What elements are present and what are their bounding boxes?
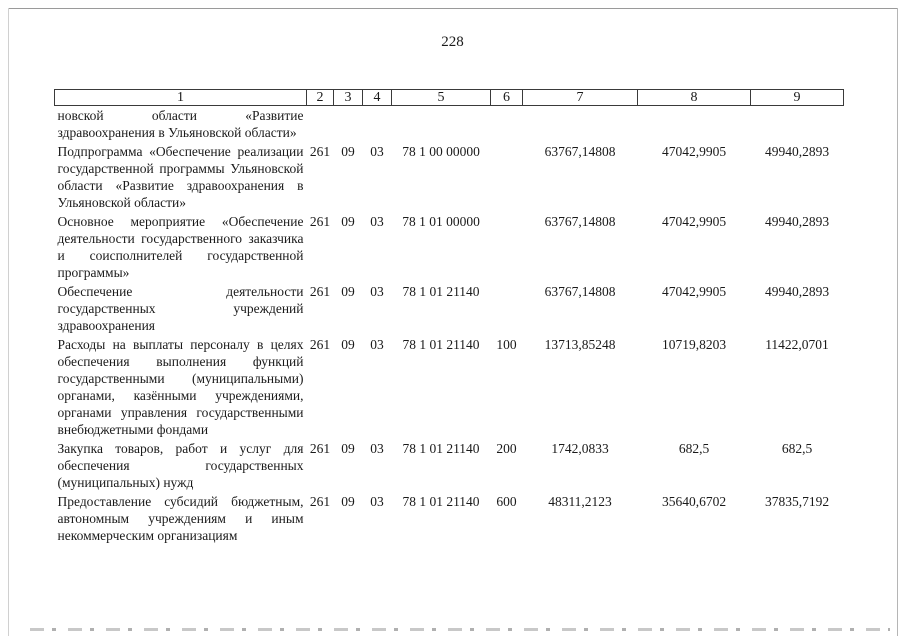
section-code: 09 — [341, 214, 355, 229]
subsection-code: 03 — [370, 337, 384, 352]
row-description: Закупка товаров, работ и услуг для обеспечения государственных (муниципальных) нужд — [57, 441, 304, 490]
grbs-code: 261 — [309, 494, 331, 509]
subsection-code: 03 — [370, 214, 384, 229]
column-header: 2 — [307, 90, 334, 106]
grbs-code — [307, 106, 334, 143]
amount-col9: 682,5 — [781, 441, 813, 456]
expense-type-code: 100 — [496, 337, 517, 352]
expense-type-code: 200 — [496, 441, 517, 456]
table-row — [55, 212, 844, 282]
amount-col9: 37835,7192 — [764, 494, 830, 509]
subsection-code: 03 — [370, 494, 384, 509]
grbs-code: 261 — [309, 144, 331, 159]
target-article-code: 78 1 01 21140 — [402, 441, 480, 456]
amount-col8: 35640,6702 — [661, 494, 727, 509]
target-article-code: 78 1 01 21140 — [402, 337, 480, 352]
column-header: 1 — [55, 90, 307, 106]
amount-col7: 63767,14808 — [544, 284, 616, 299]
table-row — [55, 492, 844, 545]
expense-type-code — [491, 282, 523, 335]
grbs-code: 261 — [309, 214, 331, 229]
section-code: 09 — [341, 284, 355, 299]
section-code: 09 — [341, 144, 355, 159]
subsection-code: 03 — [370, 441, 384, 456]
column-header: 7 — [523, 90, 638, 106]
amount-col9: 11422,0701 — [765, 337, 829, 352]
expense-type-code: 600 — [496, 494, 517, 509]
section-code: 09 — [341, 441, 355, 456]
row-description: Предоставление субсидий бюджетным, автономным учреждениям и иным некоммерческим организациям — [57, 494, 304, 543]
section-code — [334, 106, 363, 143]
section-code: 09 — [341, 494, 355, 509]
target-article-code: 78 1 01 00000 — [402, 214, 480, 229]
target-article-code: 78 1 00 00000 — [402, 144, 480, 159]
amount-col7: 1742,0833 — [551, 441, 609, 456]
table-row — [55, 106, 844, 143]
amount-col8 — [638, 106, 751, 143]
table-row — [55, 142, 844, 212]
grbs-code: 261 — [309, 337, 331, 352]
scan-edge-left — [8, 8, 9, 636]
grbs-code: 261 — [309, 441, 331, 456]
subsection-code: 03 — [370, 284, 384, 299]
expense-type-code — [491, 106, 523, 143]
row-description: Основное мероприятие «Обеспечение деятельности государственного заказчика и соисполнителей государственной программы» — [57, 214, 304, 280]
column-header: 3 — [334, 90, 363, 106]
amount-col7: 13713,85248 — [544, 337, 616, 352]
amount-col9 — [751, 106, 844, 143]
column-header: 4 — [363, 90, 392, 106]
target-article-code: 78 1 01 21140 — [402, 494, 480, 509]
amount-col7: 48311,2123 — [548, 494, 612, 509]
amount-col8: 10719,8203 — [661, 337, 727, 352]
amount-col8: 682,5 — [678, 441, 710, 456]
table-row — [55, 439, 844, 492]
budget-table — [54, 89, 844, 545]
section-code: 09 — [341, 337, 355, 352]
row-description: Подпрограмма «Обеспечение реализации государственной программы Ульяновской области «Развитие здравоохранения в Ульяновской области» — [57, 144, 304, 210]
amount-col7: 63767,14808 — [544, 144, 616, 159]
column-header: 9 — [751, 90, 844, 106]
grbs-code: 261 — [309, 284, 331, 299]
table-row — [55, 282, 844, 335]
scan-edge-right — [897, 8, 898, 636]
table-row — [55, 335, 844, 439]
target-article-code — [392, 106, 491, 143]
amount-col9: 49940,2893 — [764, 214, 830, 229]
row-description: Расходы на выплаты персоналу в целях обеспечения выполнения функций государственными (муниципальными) органами, казёнными учреждениями, органами управления государственными внебюджетными фондами — [57, 337, 304, 437]
row-description: Обеспечение деятельности государственных учреждений здравоохранения — [57, 284, 304, 333]
amount-col8: 47042,9905 — [661, 144, 727, 159]
column-header: 5 — [392, 90, 491, 106]
row-description: новской области «Развитие здравоохранения в Ульяновской области» — [57, 108, 304, 140]
subsection-code: 03 — [370, 144, 384, 159]
amount-col9: 49940,2893 — [764, 144, 830, 159]
amount-col7: 63767,14808 — [544, 214, 616, 229]
table-header-row — [55, 90, 844, 106]
expense-type-code — [491, 142, 523, 212]
page-number: 228 — [441, 34, 464, 50]
amount-col7 — [523, 106, 638, 143]
amount-col9: 49940,2893 — [764, 284, 830, 299]
column-header: 6 — [491, 90, 523, 106]
amount-col8: 47042,9905 — [661, 214, 727, 229]
expense-type-code — [491, 212, 523, 282]
amount-col8: 47042,9905 — [661, 284, 727, 299]
column-header: 8 — [638, 90, 751, 106]
scan-artifact-bottom — [30, 628, 890, 631]
scan-edge-top — [8, 8, 898, 9]
target-article-code: 78 1 01 21140 — [402, 284, 480, 299]
subsection-code — [363, 106, 392, 143]
